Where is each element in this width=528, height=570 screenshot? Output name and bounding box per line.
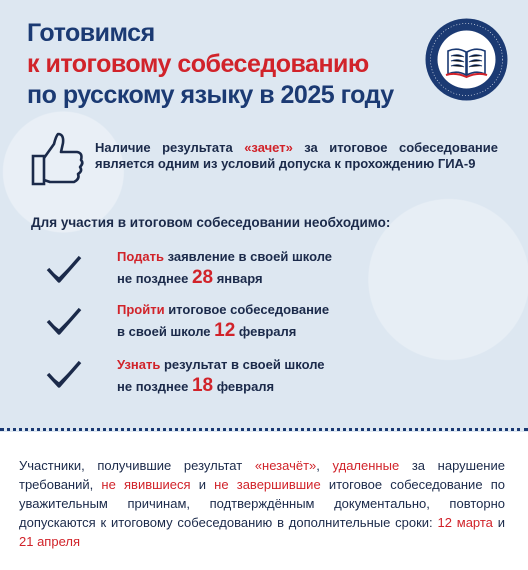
intro-highlight: «зачет» bbox=[244, 140, 293, 155]
step-text: не позднее bbox=[117, 271, 192, 286]
notice-highlight: «незачёт» bbox=[254, 458, 317, 473]
notice-highlight: не завершившие bbox=[214, 477, 321, 492]
notice-text: , bbox=[316, 458, 333, 473]
step-item bbox=[117, 354, 325, 397]
title-line-1: Готовимся bbox=[27, 19, 155, 47]
title-line-3: по русскому языку в 2025 году bbox=[27, 81, 394, 109]
step-verb: Узнать bbox=[117, 357, 161, 372]
notice-text: Участники, получившие результат bbox=[19, 458, 255, 473]
intro-after: за итоговое собеседование является одним из условий допуска к прохождению ГИА-9 bbox=[95, 140, 498, 171]
step-verb: Пройти bbox=[117, 302, 165, 317]
intro-before: Наличие результата bbox=[95, 140, 245, 155]
notice-highlight: 21 апреля bbox=[19, 534, 80, 549]
checkmark-icon bbox=[44, 358, 84, 392]
notice-text: и bbox=[190, 477, 215, 492]
step-text: результат в своей школе bbox=[160, 357, 325, 372]
notice-text: итоговое собеседование по уважительным причинам, подтверждённым документально, повторно допускаются к итоговому собеседованию в дополнительные сроки: bbox=[19, 477, 505, 530]
step-date-number: 12 bbox=[214, 320, 236, 341]
notice-text: за нарушение требований, bbox=[19, 458, 505, 492]
book-emblem-icon bbox=[424, 17, 509, 102]
step-text: февраля bbox=[213, 379, 275, 394]
step-text: в своей школе bbox=[117, 324, 215, 339]
step-date-number: 18 bbox=[191, 375, 214, 396]
notice-highlight: не явившиеся bbox=[101, 477, 191, 492]
step-text: февраля bbox=[235, 324, 297, 339]
thumbs-up-icon bbox=[30, 130, 86, 190]
retake-notice bbox=[19, 456, 505, 551]
checkmark-icon bbox=[44, 253, 84, 287]
notice-highlight: 12 марта bbox=[437, 515, 493, 530]
checkmark-icon bbox=[44, 305, 84, 339]
notice-highlight: удаленные bbox=[332, 458, 400, 473]
step-item bbox=[117, 299, 329, 342]
title-line-2: к итоговому собеседованию bbox=[27, 50, 369, 78]
notice-text: и bbox=[492, 515, 505, 530]
step-text: января bbox=[213, 271, 263, 286]
step-date-number: 28 bbox=[191, 267, 214, 288]
intro-text bbox=[95, 140, 498, 172]
step-verb: Подать bbox=[117, 249, 164, 264]
step-text: не позднее bbox=[117, 379, 192, 394]
requirements-heading: Для участия в итоговом собеседовании необходимо: bbox=[31, 215, 391, 230]
page-title bbox=[27, 18, 394, 111]
step-text: итоговое собеседование bbox=[164, 302, 330, 317]
step-item bbox=[117, 246, 332, 289]
dotted-divider bbox=[0, 428, 528, 431]
step-text: заявление в своей школе bbox=[163, 249, 333, 264]
